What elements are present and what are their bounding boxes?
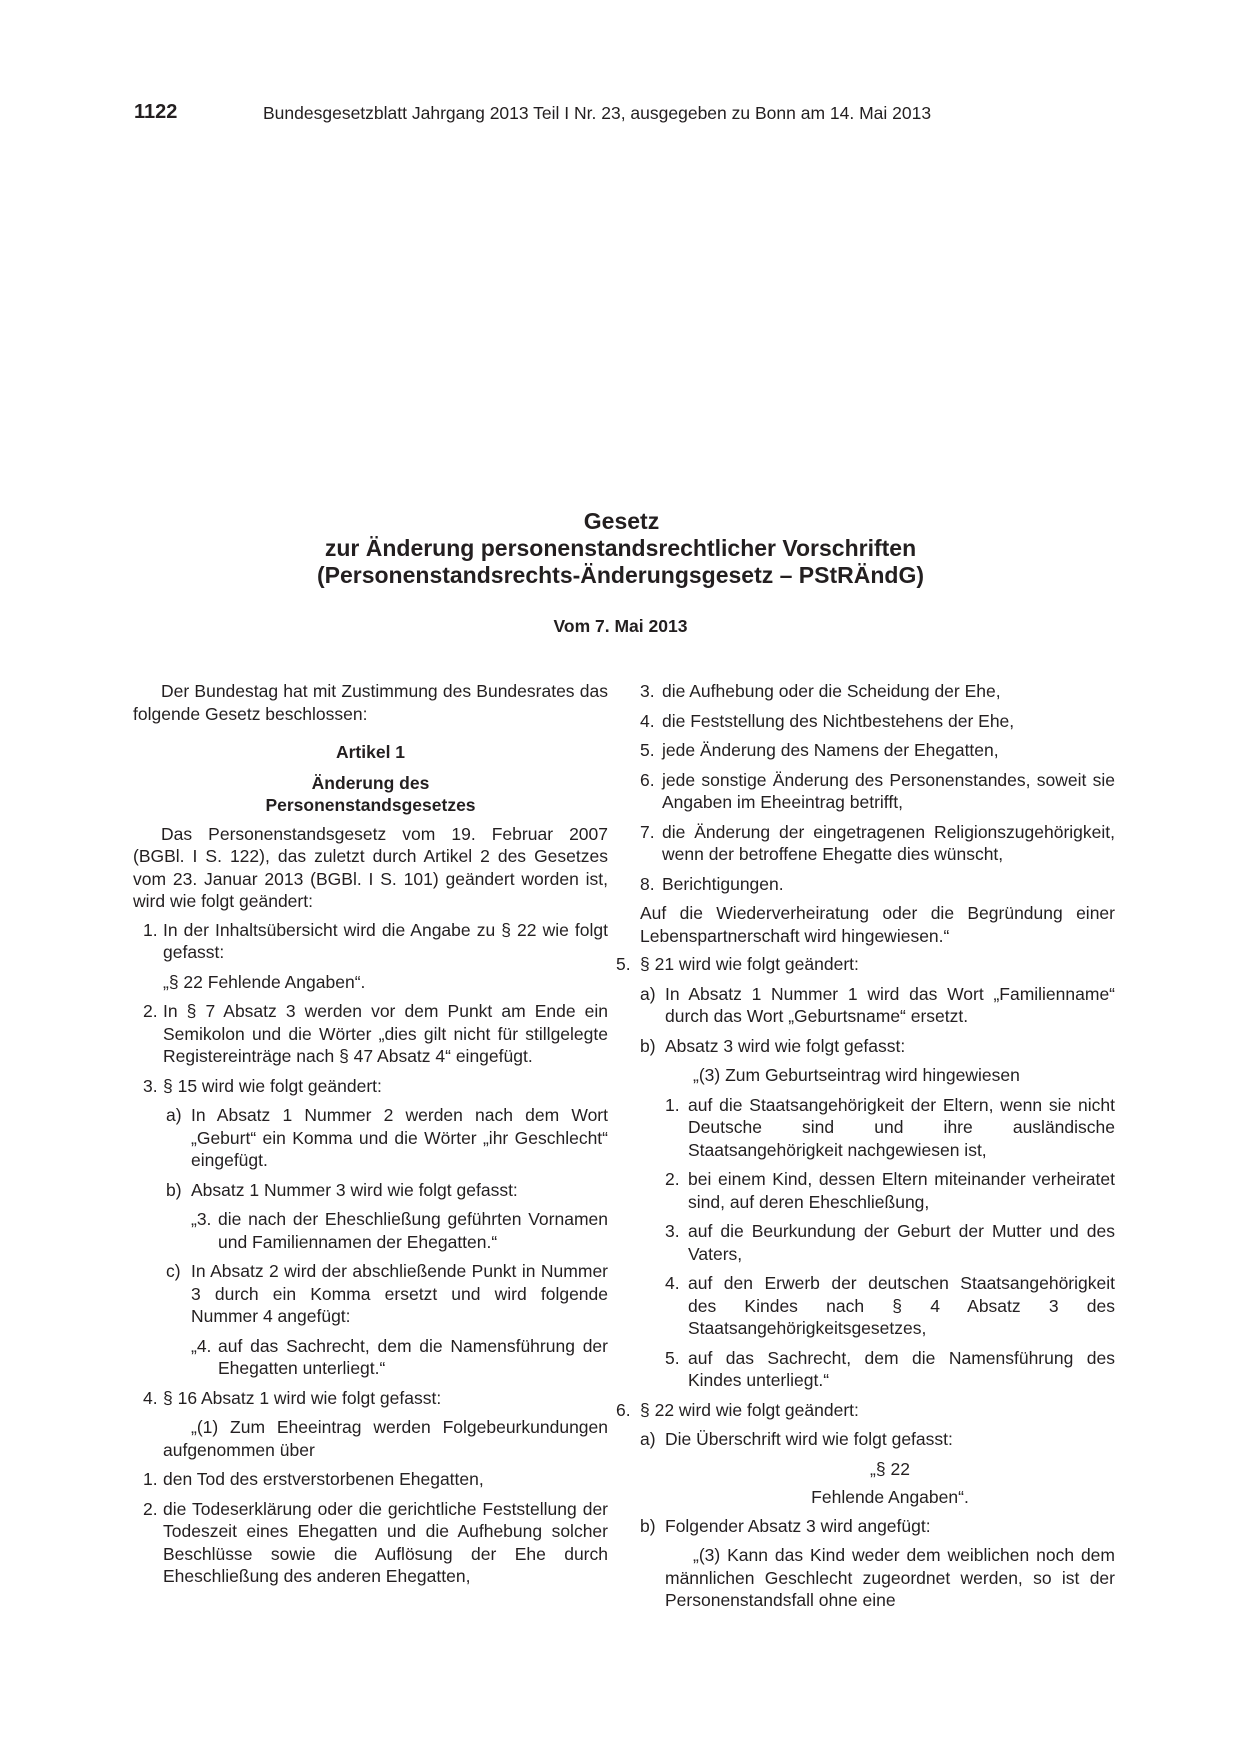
list-item	[616, 1399, 1115, 1422]
item-letter: a)	[166, 1105, 182, 1125]
list-item	[133, 1075, 608, 1098]
sub-item	[640, 1035, 1115, 1058]
item-text: die Änderung der eingetragenen Religionszugehörigkeit, wenn der betroffene Ehegatte dies wünscht,	[662, 821, 1115, 864]
quote-closing-text: Auf die Wiederverheiratung oder die Begründung einer Lebenspartnerschaft wird hingewiesen.“	[640, 903, 1115, 946]
item-number: 5.	[616, 954, 631, 974]
item-text: § 15 wird wie folgt geändert:	[163, 1075, 382, 1096]
quoted-list-item	[133, 1468, 608, 1491]
item-text: auf das Sachrecht, dem die Namensführung des Kindes unterliegt.“	[688, 1347, 1115, 1390]
quoted-item	[133, 1208, 608, 1253]
item-number: 5.	[640, 740, 655, 760]
title-line-1: Gesetz	[583, 508, 660, 534]
quote-text: „(1) Zum Eheeintrag werden Folgebeurkundungen aufgenommen über	[163, 1417, 608, 1460]
item-number: 2.	[143, 1001, 158, 1021]
item-text: In Absatz 1 Nummer 1 wird das Wort „Familienname“ durch das Wort „Geburtsname“ ersetzt.	[665, 983, 1115, 1026]
sub-item	[640, 983, 1115, 1028]
list-item	[133, 1000, 608, 1068]
law-date: Vom 7. Mai 2013	[553, 616, 688, 636]
item-text: auf den Erwerb der deutschen Staatsangehörigkeit des Kindes nach § 4 Absatz 3 des Staatsangehörigkeitsgesetzes,	[688, 1273, 1115, 1338]
left-column	[133, 680, 608, 1595]
item-number: 6.	[616, 1399, 631, 1420]
quoted-list-item	[640, 1220, 1115, 1265]
item-text: § 16 Absatz 1 wird wie folgt gefasst:	[163, 1387, 442, 1408]
item-letter: b)	[640, 1035, 656, 1056]
item-number: 5.	[665, 1347, 680, 1368]
item-number: 8.	[640, 873, 655, 894]
item-number: 4.	[143, 1387, 158, 1408]
intro-paragraph: Der Bundestag hat mit Zustimmung des Bundesrates das folgende Gesetz beschlossen:	[133, 681, 608, 724]
quoted-heading-title: Fehlende Angaben“.	[811, 1487, 969, 1507]
artikel-heading: Artikel 1	[335, 742, 406, 762]
sub-item	[133, 1260, 608, 1328]
item-text: bei einem Kind, dessen Eltern miteinander verheiratet sind, auf deren Eheschließung,	[688, 1169, 1115, 1212]
item-text: Die Überschrift wird wie folgt gefasst:	[665, 1429, 953, 1449]
item-letter: b)	[640, 1515, 656, 1536]
quote-text: „(3) Kann das Kind weder dem weiblichen noch dem männlichen Geschlecht zugeordnet werden, so ist der Personenstandsfall ohne eine	[665, 1545, 1115, 1610]
item-text: auf die Staatsangehörigkeit der Eltern, wenn sie nicht Deutsche sind und ihre ausländische Staatsangehörigkeit nachgewiesen ist,	[688, 1094, 1115, 1160]
title-line-2: zur Änderung personenstandsrechtlicher Vorschriften	[324, 535, 917, 561]
item-text: die nach der Eheschließung geführten Vornamen und Familiennamen der Ehegatten.“	[218, 1209, 608, 1252]
sub-item	[133, 1104, 608, 1172]
item-text: Absatz 1 Nummer 3 wird wie folgt gefasst:	[191, 1179, 518, 1200]
item-number: 4.	[665, 1273, 680, 1293]
quoted-list-item	[640, 1168, 1115, 1213]
quoted-list-item	[133, 1498, 608, 1588]
item-text: In § 7 Absatz 3 werden vor dem Punkt am Ende ein Semikolon und die Wörter „dies gilt nicht für stillgelegte Registereinträge nach § 47 Absatz 4“ eingefügt.	[163, 1001, 608, 1066]
item-text: In Absatz 1 Nummer 2 werden nach dem Wort „Geburt“ ein Komma und die Wörter „ihr Geschlecht“ eingefügt.	[191, 1105, 608, 1170]
artikel-title-1: Änderung des	[311, 772, 430, 793]
page-number: 1122	[134, 101, 178, 123]
law-title	[0, 508, 1241, 589]
item-text: Berichtigungen.	[662, 873, 784, 894]
item-number: 4.	[640, 710, 655, 731]
item-number: 1.	[143, 1469, 158, 1489]
item-text: Folgender Absatz 3 wird angefügt:	[665, 1515, 931, 1536]
item-text: § 22 wird wie folgt geändert:	[640, 1399, 859, 1420]
item-text: In Absatz 2 wird der abschließende Punkt in Nummer 3 durch ein Komma ersetzt und wird folgende Nummer 4 angefügt:	[191, 1261, 608, 1326]
quoted-list-item	[640, 873, 1115, 896]
item-text: § 21 wird wie folgt geändert:	[640, 954, 859, 974]
title-line-3: (Personenstandsrechts-Änderungsgesetz – PStRÄndG)	[316, 562, 925, 588]
quoted-list-item	[640, 739, 1115, 762]
item-number: „3.	[191, 1209, 212, 1229]
item-letter: a)	[640, 983, 656, 1004]
item-text: In der Inhaltsübersicht wird die Angabe zu § 22 wie folgt gefasst:	[163, 919, 608, 962]
item-text: den Tod des erstverstorbenen Ehegatten,	[163, 1469, 484, 1489]
quoted-list-item	[640, 710, 1115, 733]
item-number: 7.	[640, 821, 655, 842]
item-text: die Feststellung des Nichtbestehens der Ehe,	[662, 710, 1015, 731]
list-item	[616, 953, 1115, 976]
sub-item	[133, 1179, 608, 1202]
quoted-list-item	[640, 769, 1115, 814]
item-text: jede Änderung des Namens der Ehegatten,	[662, 740, 999, 760]
sub-item	[640, 1428, 1115, 1451]
item-number: 1.	[143, 919, 158, 940]
item-letter: b)	[166, 1179, 182, 1200]
quoted-list-item	[640, 821, 1115, 866]
item-text: auf das Sachrecht, dem die Namensführung der Ehegatten unterliegt.“	[218, 1335, 608, 1378]
list-item	[133, 919, 608, 964]
item-number: 6.	[640, 769, 655, 790]
item-text: auf die Beurkundung der Geburt der Mutter und des Vaters,	[688, 1221, 1115, 1264]
quoted-list-item	[640, 1272, 1115, 1340]
sub-item	[640, 1515, 1115, 1538]
item-text: jede sonstige Änderung des Personenstandes, soweit sie Angaben im Eheeintrag betrifft,	[662, 769, 1115, 812]
item-number: 2.	[665, 1169, 680, 1189]
item-number: 3.	[143, 1075, 158, 1096]
item-number: „4.	[191, 1335, 212, 1356]
quote-text: „§ 22 Fehlende Angaben“.	[163, 971, 366, 992]
item-text: die Todeserklärung oder die gerichtliche Feststellung der Todeszeit eines Ehegatten und die Aufhebung solcher Beschlüsse sowie die Auflösung der Ehe durch Eheschließung des anderen Ehegatten,	[163, 1498, 608, 1586]
quoted-item	[133, 1335, 608, 1380]
list-item	[133, 1387, 608, 1410]
preamble-paragraph: Das Personenstandsgesetz vom 19. Februar 2007 (BGBl. I S. 122), das zuletzt durch Artikel 2 des Gesetzes vom 23. Januar 2013 (BGBl. I S. 101) geändert worden ist, wird wie folgt geändert:	[133, 823, 608, 911]
quoted-list-item	[640, 1094, 1115, 1162]
quoted-heading: „§ 22	[870, 1458, 910, 1479]
artikel-title-2: Personenstandsgesetzes	[265, 795, 476, 815]
item-number: 2.	[143, 1498, 158, 1519]
running-title: Bundesgesetzblatt Jahrgang 2013 Teil I Nr. 23, ausgegeben zu Bonn am 14. Mai 2013	[263, 103, 932, 123]
item-number: 3.	[640, 681, 655, 701]
quoted-list-item	[640, 1347, 1115, 1392]
item-text: Absatz 3 wird wie folgt gefasst:	[665, 1035, 906, 1056]
item-letter: a)	[640, 1429, 656, 1449]
quoted-list-item	[640, 680, 1115, 703]
item-number: 1.	[665, 1094, 680, 1115]
item-text: die Aufhebung oder die Scheidung der Ehe,	[662, 681, 1001, 701]
item-number: 3.	[665, 1221, 680, 1241]
right-column	[616, 680, 1115, 1619]
quote-text: „(3) Zum Geburtseintrag wird hingewiesen	[693, 1065, 1020, 1085]
item-letter: c)	[166, 1261, 181, 1281]
